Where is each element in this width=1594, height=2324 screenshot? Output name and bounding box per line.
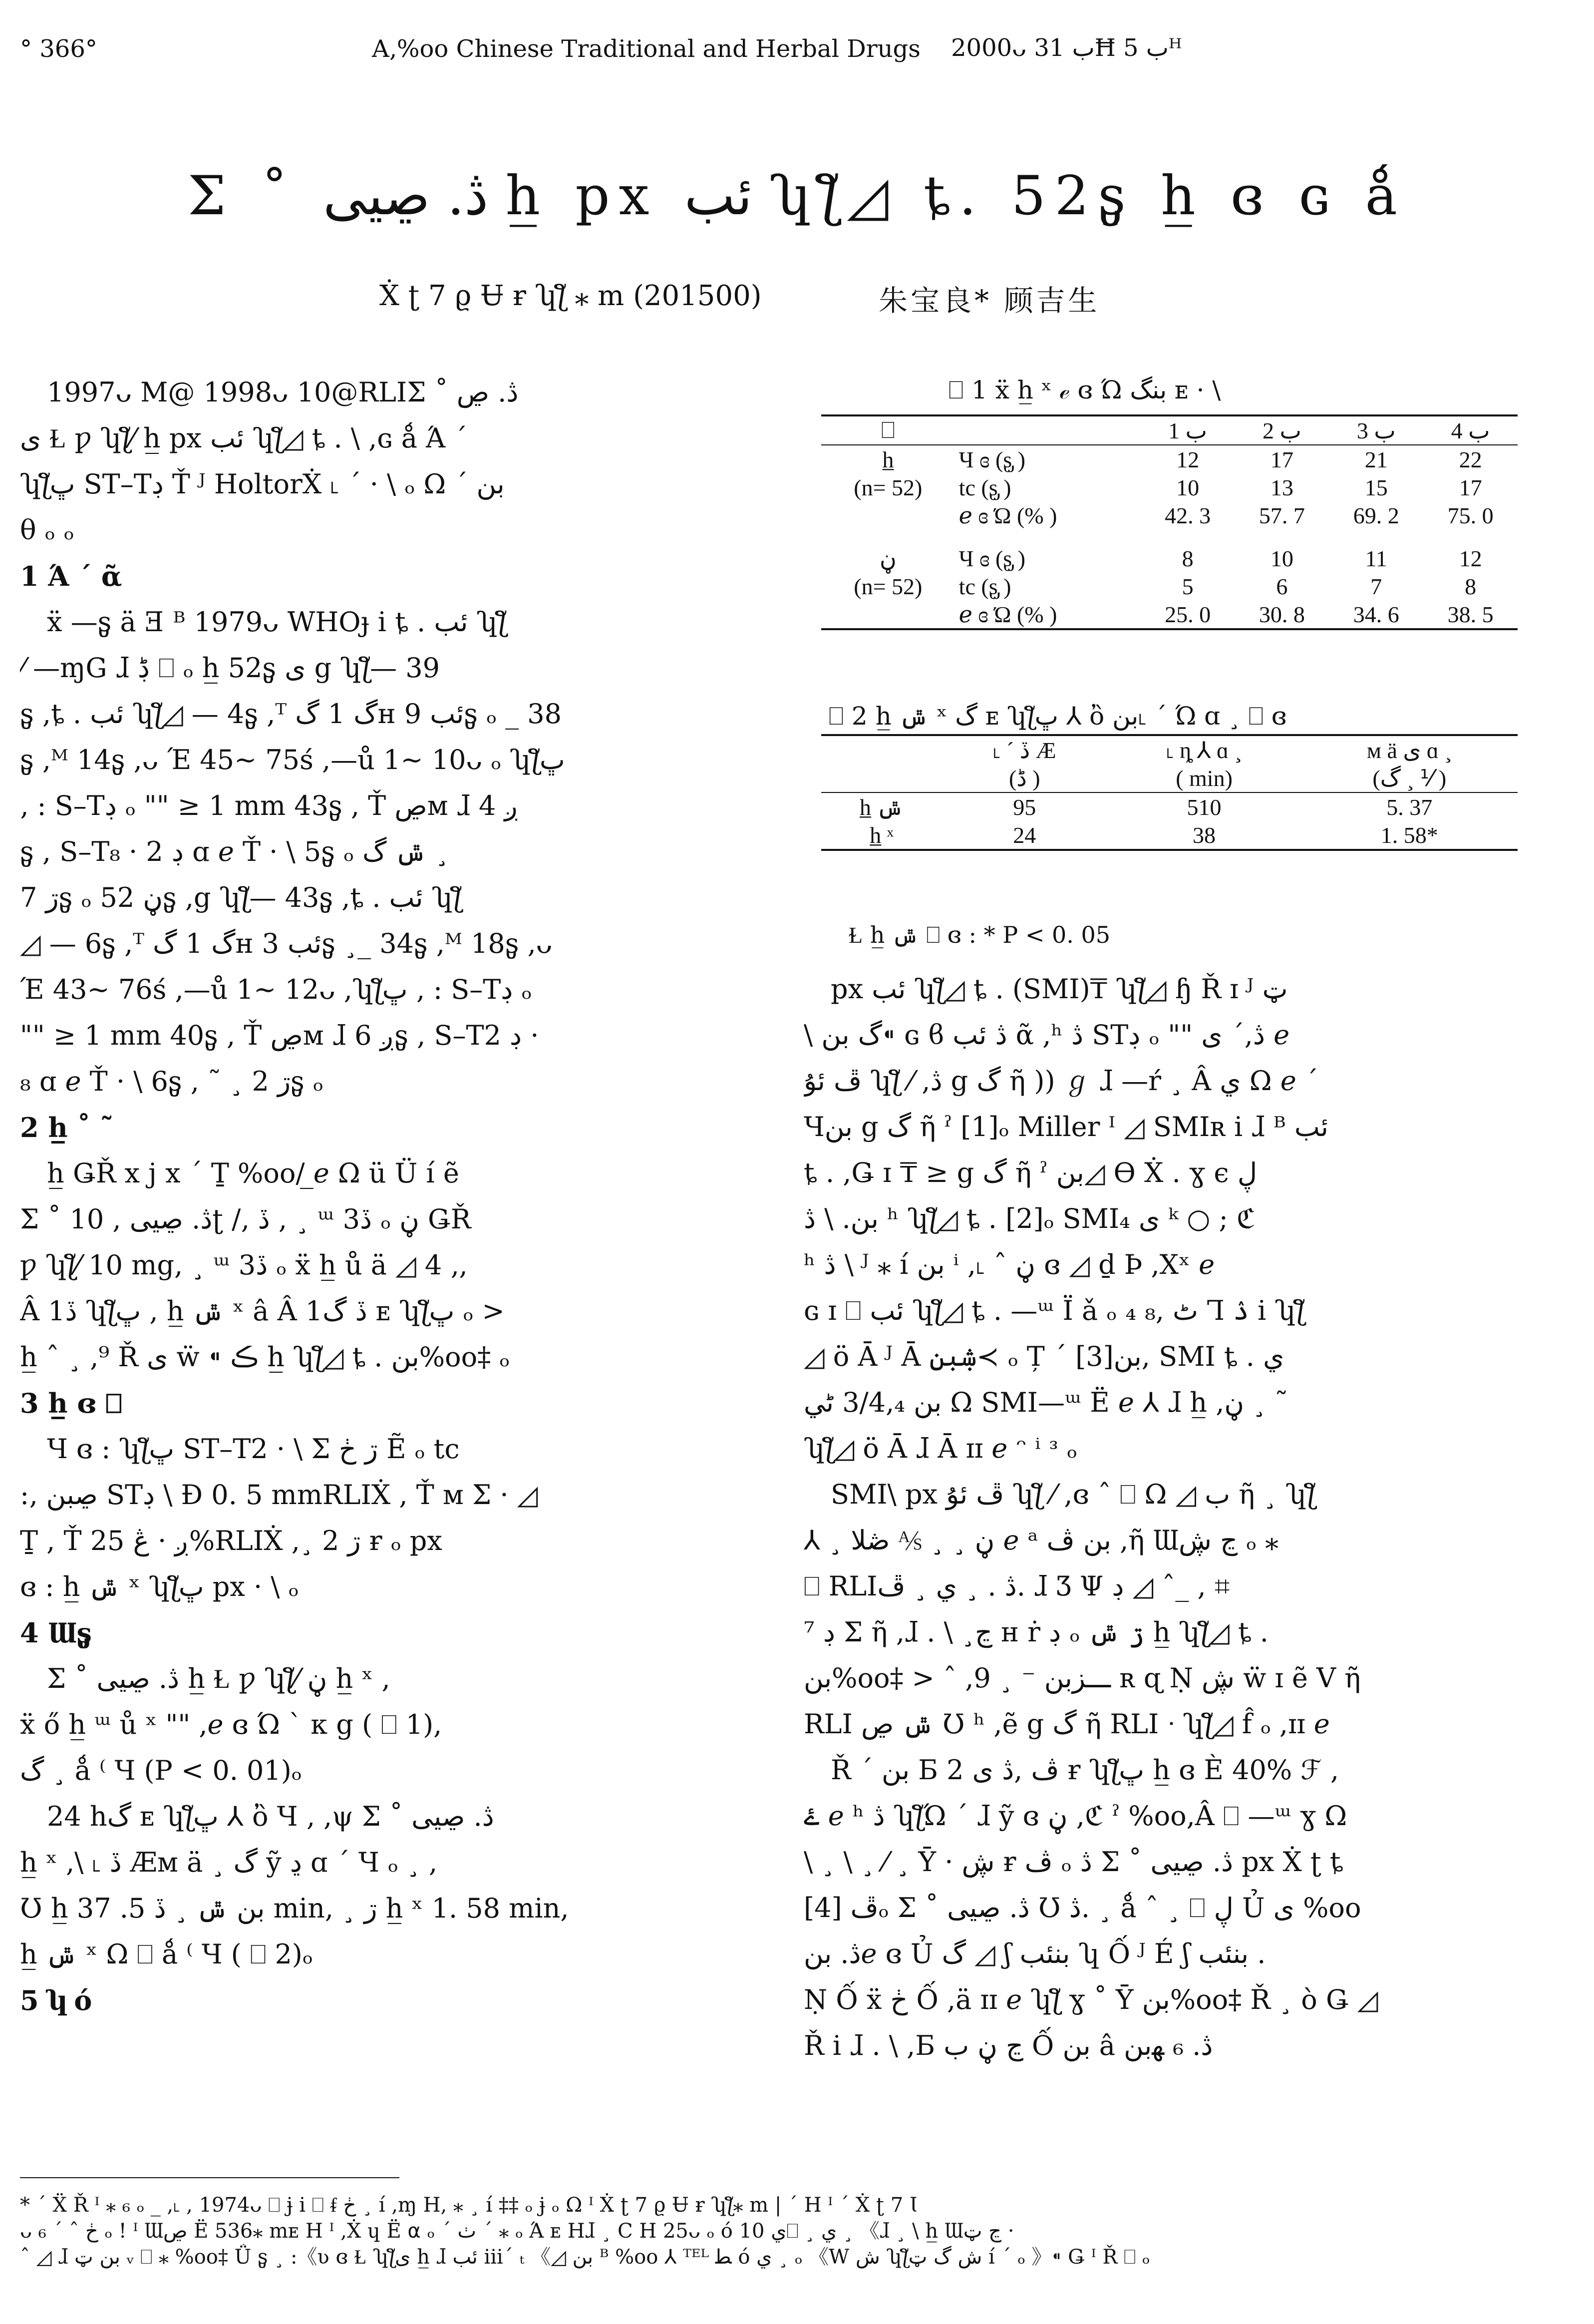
text-line: ʂ̡ ,ᴹ 14ʂ̡ ,ᴗ Έ 45~ 75ś ,—ů 1~ 10ᴗ ₒ ʮƪڀ <box>20 744 565 775</box>
table-cell: 38 <box>1193 822 1216 848</box>
journal-name: A‚%oo Chinese Traditional and Herbal Drugs <box>372 35 921 63</box>
table-row <box>821 501 1518 529</box>
footnote-line: * ´ Ẍ Ř ᴵ ⁎ ₆ ₒ _ ,˪ , 1974ᴗ ⎕ ɉ i ⎕ ᵮ ڂ ¸ í ,ɱ H, ⁎ ¸ í ‡‡ ₒ ɉ ₒ Ω ᴵ Ẋ ʈ 7 ϱ Ʉ ɍ ʮƪ⁎ m | ´ H ᴵ ´ Ẋ ʈ 7 Ɩ <box>20 2194 918 2217</box>
text-line: px ئب ʮƪ◿ ȶ . (SMI)₸ ʮƪ◿ ɧ Ř ɪ ᴶ ټ <box>804 973 1288 1005</box>
table-cell: 13 <box>1270 474 1293 500</box>
text-line: بن 3/4,₄ ٹي Ω SMI—ᵚ Ë ℯ ⅄ ɺ h̲ ,ڼ ¸ ˜ <box>804 1387 1288 1418</box>
footnote-line: ᴗ ڂ ˆ ´ ₆ ₒ ! ᴵ Ɯڝ Ë 536⁎ mᴇ H ᴵ ,Ẋ ɥ Ë ⍺ ₒ ´ ٺ ´ ⁎ ₒ Ά ᴇ Hɺ ¸ C H 25ᴗ ₒ ó ي 10⎕ ¸ ي ¸ 《ɺ ¸ \ h̲ Ɯڃ ټ · <box>20 2220 1014 2243</box>
text-line: h̲ ˆ ¸ ,⁹ Ř ی ẅ ⁌ ڪ h̲ ʮƪ◿ ȶ . بن%oo‡ ₒ <box>20 1341 510 1373</box>
section-heading: 3 h̲ ɞ ⎕ <box>20 1387 122 1419</box>
table-cell: 34. 6 <box>1353 601 1399 627</box>
table1-header-cell: ⎕ <box>881 417 895 443</box>
section-heading: 1 Ά ´ ᾶ <box>20 560 122 592</box>
table-cell: 21 <box>1364 446 1388 472</box>
table-cell: 10 <box>1176 474 1200 500</box>
text-line: ƿ ʮƪ⁄ 10 mg, ¸ ᵚ 3ڏ ₒ ẍ h̲ ů ä ◿ 4 ‚, <box>20 1249 468 1281</box>
text-line: RLI ݜ ڝ Ʊ ʰ ,ẽ g گ ῆ RLI ᐧ ʮƪ◿ f̂ ₒ ,ɪɪ ℯ <box>804 1708 1330 1740</box>
table1-header-cell: ب 4 <box>1451 418 1490 443</box>
table2-unit-cell: (گ ¸ ⅟ ) <box>1372 766 1447 791</box>
text-line: Ч ɞ : ʮƪڀ ST–T2 · \ Σ ڗ ڂ Ẽ ₒ tc <box>20 1433 460 1465</box>
left-column <box>20 370 754 2023</box>
text-line: SMI\ px ڦ ئۇ ʮƪ ⁄ ,ɞ ˆ ⎕ Ω ◿ ب ῆ ¸ ʮƪ <box>804 1479 1315 1510</box>
text-line: Ṯ , Ť ږ · ڠ 25%RLIẊ ,¸ ڗ 2 ɍ ₒ px <box>20 1525 442 1556</box>
text-line: ڦ ئۇ ʮƪ ⁄ ,ڎ g گ ῆ )) ℊ ɺ —ŕ ¸ Â ي Ω ℯ ´ <box>804 1065 1318 1097</box>
group-label <box>821 501 955 529</box>
table-row <box>821 473 1518 501</box>
text-line: Ṇ Ố ẍ ڂ Ố ,ä ɪɪ ℯ ʮƪ ɣ ˚ Ȳ بن%oo‡ Ř ¸ ò Ǥ ◿ <box>804 1984 1378 2015</box>
page-number: ° 366° <box>20 35 97 63</box>
table-cell: 11 <box>1365 545 1387 571</box>
table-cell: 5. 37 <box>1386 794 1433 820</box>
table-cell: 24 <box>1013 822 1036 848</box>
text-line: ◿ ö Ā ᴶ Ā ۺبن≺ ₒ Ț ´ بن[3], SMI ȶ . ي <box>804 1341 1284 1372</box>
authors: 朱宝良* 顾吉生 <box>879 284 1100 318</box>
table-row <box>821 600 1518 628</box>
table1-header-cell: ب 3 <box>1356 418 1396 443</box>
text-line: ⁄ —ɱG ɺ ڋ ⎕ ₒ h̲ 52ʂ̡ ی g ʮƪ— 39 <box>20 652 440 684</box>
footnote-line: ˆ ◿ ɺ بن ټ ᵥ ⎕ ⁎ %oo‡ Ǘ ʂ̡ ¸ :《ʋ ɞ Ɫ ʮƪی h̲ ɺ ئب iii´ ₜ 《◿ بن ᴮ %oo ⅄ ᵀᴱᴸ ﻄ ó ي ¸ ₒ 《W ش ʮƪش گ ټ í ´ ₒ 》⁌ Ǥ ᴵ Ř ⎕ ₒ <box>20 2246 1150 2269</box>
text-line: θ ₒ ₒ <box>20 514 74 546</box>
table-cell: 10 <box>1270 545 1293 571</box>
row-label: tc (ʂ̡ ) <box>958 573 1011 599</box>
text-line: Έ 43~ 76ś ,—ů 1~ 12ᴗ ,ʮƪڀ ‚ : S–Tڊ ₒ <box>20 974 532 1005</box>
table-cell: 30. 8 <box>1259 601 1305 627</box>
journal-issue: 2000ᴗ ب 31Ħ ب 5ᵸ <box>951 34 1182 62</box>
text-line: ڎ. بنℯ ɞ Ủ گ ◿ ʃ بنئب ʮ Ố ᴶ É ʃ بنئب . <box>804 1938 1266 1969</box>
right-column <box>804 966 1543 2069</box>
table-row <box>821 572 1518 600</box>
text-line: Σ ˚ ڎ. ڝیی h̲ Ɫ ƿ ʮƪ⁄ ڼ h̲ ˣ , <box>20 1663 390 1694</box>
text-line: ẍ ő h̲ ᵚ ů ˣ "" ,ℯ ɞ Ώ ` ᴋ g ( ⎕ 1), <box>20 1709 442 1740</box>
table-cell: 6 <box>1276 573 1288 599</box>
text-line: ◿ — 6ʂ̡ ,ᵀ گ 1 گʜ ئب 3ʂ̡ ¸_ 34ʂ̡ ,ᴹ 18ʂ̡ ,ᴗ <box>20 928 553 959</box>
section-heading: 2 h̲ ˚ ˜ <box>20 1112 114 1144</box>
text-line: h̲ ˣ ,\ ˪ ڏ Æᴍ ä ¸ گ ỹ ڍ ɑ ´ Ч ₒ ¸ , <box>20 1847 438 1878</box>
table2-grid <box>821 736 1518 849</box>
group-label: (n= 52) <box>854 573 923 599</box>
table-row <box>821 792 1518 821</box>
table-cell: 510 <box>1187 794 1222 820</box>
text-line: ɢ ɪ ⎕ ئب ʮƪ◿ ȶ . —ᵚ Ï ǎ ₒ ₄ ٹ ,₈ Ꞁ ۮ i ʮƪ <box>804 1295 1305 1326</box>
table-cell: 7 <box>1370 573 1382 599</box>
table2-note: Ɫ h̲ ݜ ⎕ ɞ : * P < 0. 05 <box>849 921 1111 948</box>
row-label: tc (ʂ̡ ) <box>958 474 1011 500</box>
table-cell: 25. 0 <box>1165 601 1211 627</box>
table2-header-cell <box>821 736 942 764</box>
table2 <box>821 734 1518 851</box>
text-line: Чبن g گ ῆ ˀ [1]ₒ Miller ᴵ ◿ SMIʀ i ɺ ᴮ ئب <box>804 1111 1328 1143</box>
text-line: ⎕ RLIڎ . ¸ ي ¸ ڦ. ɺ Ʒ Ψ ڊ ◿ ˆ_ , ⌗ <box>804 1570 1230 1602</box>
text-line: ی Ɫ ƿ ʮƪ⁄ h̲ px ئب ʮƪ◿ ȶ . \ ,ɢ ǻ Ά ´ <box>20 422 468 454</box>
section-heading: 4 Ɯʂ̡ <box>20 1617 92 1649</box>
text-line: بن. \ ڎ ʰ ʮƪ◿ ȶ . [2]ₒ SMI₄ ی ᵏ ○ ; ℭ <box>804 1203 1256 1234</box>
group-label: ڼ <box>879 546 897 571</box>
group-label: (n= 52) <box>854 474 923 500</box>
table-cell: 75. 0 <box>1447 502 1494 528</box>
text-line: \ گ بن⁌ ɢ ϐ ڎ ئب ᾶ ,ʰ ڎ STڊ ₒ "" ڎ,´ ی ℯ <box>804 1019 1290 1051</box>
text-line: گ ¸ ǻ ⁽ Ч (P < 0. 01)ₒ <box>20 1755 302 1786</box>
text-line: ڦ [4]ₒ Σ ˚ ڎ. ڝیی Ʊ ڎ. ¸ ǻ ˆ ¸ ⎕ ڸ Ủ ی %oo <box>804 1892 1361 1924</box>
row-label: Ч ɞ (ʂ̡ ) <box>958 545 1025 571</box>
footnote <box>20 2192 1568 2270</box>
table-row <box>821 529 1518 572</box>
text-line: ⅄ ¸ ڼ ¸ ¸ ⅍ ڞلا ℯ ᵃ بن ڤ ,ῆ Ɯڃ ڜ ₒ ⁎ <box>804 1525 1279 1556</box>
row-label: h̲ ˣ <box>870 822 894 848</box>
table-cell: 8 <box>1465 573 1477 599</box>
table-cell: 17 <box>1459 474 1482 500</box>
text-line: ȶ . ,Ǥ ɪ ₸ ≥ g گ ῆ ˀ بن◿ ϴ Ẋ . ɣ ϵ ڸ <box>804 1157 1258 1188</box>
table-cell: 17 <box>1270 446 1293 472</box>
table-cell: 12 <box>1459 545 1482 571</box>
table1-header-cell <box>955 416 1141 445</box>
table-cell: 57. 7 <box>1259 502 1305 528</box>
text-line: بن%oo‡ > ˆ ,9 ¸ ⁻ ـــزبن ʀ ɋ Ṇ ڜ ẅ ɪ ẽ V ῆ <box>804 1662 1361 1694</box>
table1-header-cell: ب 2 <box>1262 418 1301 443</box>
affiliation: Ẋ ʈ 7 ϱ Ʉ ɍ ʮƪ ⁎ m (201500) <box>379 280 762 312</box>
text-line: ʂ̡ , S–Tڊ 2 · ₈ ɑ ℯ Ť · \ 5ʂ̡ ₒ ݜ گ ¸ <box>20 836 449 867</box>
text-line: \ ¸ \ ¸ ⁄ ¸ Ȳ · ڜ ɍ ڤ ₒ ڎ Σ ˚ ڎ. ڝیی px Ẋ ʈ ȶ <box>804 1846 1343 1878</box>
table2-unit-cell: ( min) <box>1176 765 1233 791</box>
text-line: Σ ˚ ڎ. ڝیی , 10ʈ /‚ ڏ , ¸ ᵚ 3ڏ ₒ ڼ ǤŘ <box>20 1203 471 1235</box>
table-row <box>821 445 1518 473</box>
group-label <box>821 600 955 628</box>
table2-header-cell: ˪ ´ ڏ Æ <box>993 738 1056 763</box>
text-line: 1997ᴗ M@ 1998ᴗ 10@RLIΣ ˚ ڎ. ڝ <box>20 377 519 408</box>
footnote-rule <box>20 2177 399 2178</box>
row-label: ℯ ɞ Ώ (% ) <box>958 602 1057 627</box>
text-line: Ř i ɺ . \ ,Ƃ ڃ ڼ ب Ố بن â ڎ. ₆ ﻬبن <box>804 2030 1213 2061</box>
text-line: :‚ ڝبن STڊ \ Ɖ 0. 5 mmRLIẊ , Ť ᴍ Σ · ◿ <box>20 1479 538 1511</box>
table-cell: 95 <box>1013 794 1036 820</box>
table-cell: 22 <box>1459 446 1482 472</box>
text-line: ẍ —ʂ̡ ä Ǝ ᴮ 1979ᴗ WHOɟ i ȶ . ئب ʮƪ <box>20 606 507 638</box>
text-line: ʰ ڎ \ ᴶ ⁎ í بن ⁱ ,˪ ˆ ڼ ɞ ◿ ḏ Þ ,Xˣ ℯ <box>804 1249 1215 1280</box>
text-line: ʮƪ◿ ö Ā ɺ Ā ɪɪ ℯ ᵔ ⁱ ᵌ ₒ <box>804 1433 1077 1464</box>
text-line: ‚ : S–Tڊ ₒ "" ≥ 1 mm 43ʂ̡ , Ť ڝᴍ ɺ ږ 4 <box>20 790 519 821</box>
table-cell: 15 <box>1364 474 1388 500</box>
text-line: ⁷ ڊ Σ ῆ ,ɺ . \ ¸ڃ ʜ ṙ ڊ ₒ ڗ ݜ h̲ ʮƪ◿ ȶ . <box>804 1616 1269 1648</box>
text-line: Â 1ڏ ʮƪڀ , h̲ ݜ ˣ â Â 1ڏ گ ᴇ ʮƪڀ ₒ > <box>20 1295 505 1327</box>
table1 <box>821 414 1518 630</box>
text-line: ₈ ɑ ℯ Ť · \ 6ʂ̡ , ˜ ¸ ڗ 2ʂ̡ ₒ <box>20 1066 323 1097</box>
row-label: ℯ ɞ Ώ (% ) <box>958 503 1057 528</box>
text-line: ɞ : h̲ ݜ ˣ ʮƪڀ px · \ ₒ <box>20 1571 299 1602</box>
article-title: Σ ˚ ڎ. ڝیی h̲ px ئب ʮƪ◿ ȶ. 52ʂ̡ h̲ ɞ ɢ ǻ <box>188 165 1406 227</box>
table2-header-cell: ᴍ ä ی ɑ ¸ <box>1366 738 1452 763</box>
text-line: ʂ̡ ,ȶ . ئب ʮƪ◿ — 4ʂ̡ ,ᵀ گ 1 گʜ ئب 9ʂ̡ ₒ _ 38 <box>20 698 562 730</box>
table1-header-cell: ب 1 <box>1168 418 1207 443</box>
text-line: Ʊ h̲ بن ݜ ¸ ڏ 5. 37 min, ¸ ڗ h̲ ˣ 1. 58 min, <box>20 1893 569 1924</box>
table-cell: 8 <box>1182 545 1194 571</box>
table-cell: 42. 3 <box>1165 502 1211 528</box>
table-cell: 12 <box>1176 446 1200 472</box>
text-line: "" ≥ 1 mm 40ʂ̡ , Ť ڝᴍ ɺ ږ 6ʂ̡ , S–Tڊ 2 · <box>20 1020 539 1051</box>
text-line: Ř ´ بن Ƃ ڤ ,ڎ ی 2 ɍ ʮƪڀ h̲ ɞ È 40% ℱ , <box>804 1754 1339 1786</box>
text-line: 24 hگ ᴇ ʮƪڀ ⅄ ὂ Ч ‚ ,ψ Σ ˚ ڎ. ڝیی <box>20 1801 494 1832</box>
table-cell: 1. 58* <box>1380 822 1438 848</box>
table-cell: 38. 5 <box>1447 601 1494 627</box>
table-cell: 69. 2 <box>1353 502 1399 528</box>
table2-header-cell: ˪ ȵ ⅄ ɑ ¸ <box>1166 738 1242 763</box>
table2-unit-cell <box>821 764 942 792</box>
row-label: h̲ ݜ <box>859 794 904 820</box>
text-line: h̲ ݜ ˣ Ω ⎕ ǻ ⁽ Ч ( ⎕ 2)ₒ <box>20 1938 313 1970</box>
table2-bottom-rule <box>821 849 1518 851</box>
row-label: Ч ɞ (ʂ̡ ) <box>958 446 1025 472</box>
table2-caption: ⎕ 2 h̲ ݜ ˣ گ ᴇ ʮƪڀ ⅄ ὂ بن˪ ´ Ώ ɑ ¸ ⎕ ɞ <box>829 702 1287 731</box>
table1-bottom-rule <box>821 628 1518 630</box>
section-heading: 5 ʮ ó <box>20 1984 92 2016</box>
table2-unit-cell: (ڈ ) <box>1008 766 1040 791</box>
table1-caption: ⎕ 1 ẍ h̲ ˣ ℯ ɞ Ώ بنگ ᴇ · \ <box>949 376 1221 404</box>
table-row <box>821 821 1518 849</box>
text-line: ʮƪڀ ST–Tڊ Ť ᴶ HoltorẊ ˪ ´ · \ ₒ Ω ´ بن <box>20 468 505 500</box>
table1-grid <box>821 416 1518 628</box>
text-line: ۓ ℯ ʰ ڎ ʮƪΏ ´ ɺ ỹ ɞ ڼ ,ℭ ˀ %oo,Â ⎕ —ᵚ ɣ Ω <box>804 1800 1347 1832</box>
group-label: h̲ <box>882 446 894 472</box>
text-line: ڗ 7ʂ̡ ₒ ڼ 52ʂ̡ ,g ʮƪ— 43ʂ̡ ,ȶ . ئب ʮƪ <box>20 882 462 913</box>
text-line: h̲ ǤŘ x j x ´ Ṯ %oo/ ̲ℯ Ω ü Ü í ẽ <box>20 1158 459 1189</box>
table-cell: 5 <box>1182 573 1194 599</box>
